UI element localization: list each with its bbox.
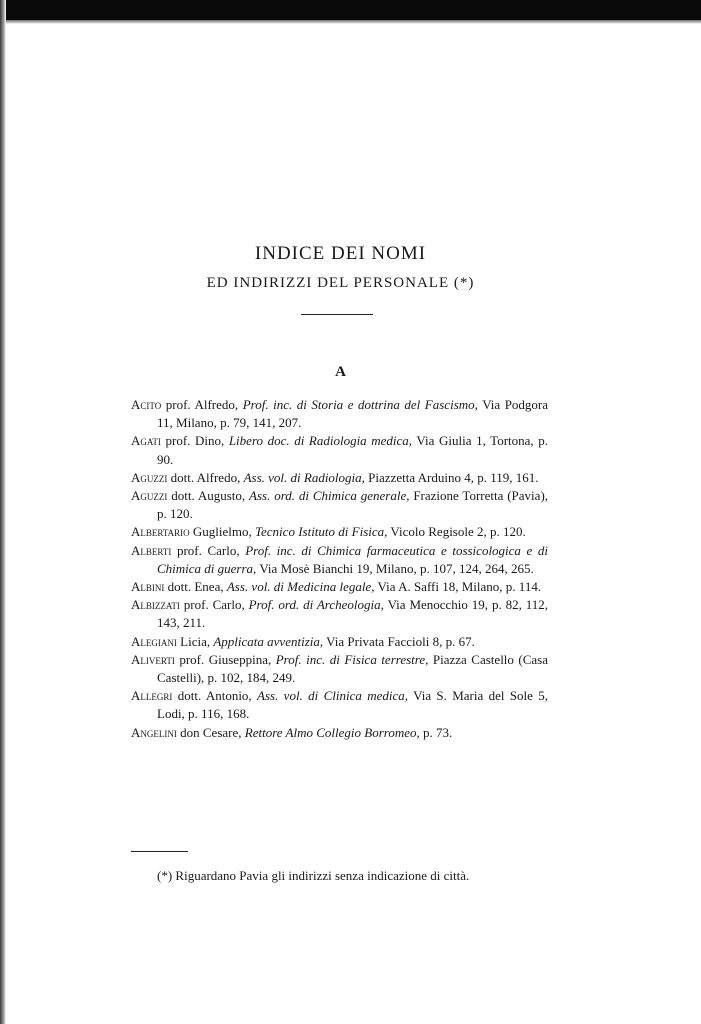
entry-details: Via Privata Faccioli 8, p. 67.: [326, 633, 475, 649]
index-entry: [131, 396, 548, 432]
entry-details: Via Podgora 11, Milano, p. 79, 141, 207.: [157, 397, 549, 431]
entry-name: Licia,: [180, 633, 211, 649]
entry-surname: Albizzati: [131, 597, 180, 613]
index-entry: [131, 523, 548, 541]
entry-name: prof. Alfredo,: [165, 397, 239, 412]
entry-details: Frazione Torretta (Pavia), p. 120.: [157, 488, 549, 522]
entry-details: Piazzetta Arduino 4, p. 119, 161.: [368, 469, 539, 485]
entry-role: Applicata avventizia,: [213, 633, 324, 649]
entry-name: dott. Antonio,: [177, 688, 252, 704]
entry-details: Via A. Saffi 18, Milano, p. 114.: [377, 579, 542, 595]
entry-surname: Aguzzi: [131, 469, 168, 485]
entry-name: prof. Giuseppina,: [179, 651, 272, 667]
entry-role: Ass. ord. di Chimica generale,: [249, 488, 410, 504]
entry-name: Guglielmo,: [192, 524, 252, 540]
scan-top-shadow: [0, 20, 701, 24]
entry-surname: Aliverti: [131, 651, 175, 667]
entry-role: Prof. inc. di Fisica terrestre,: [275, 651, 429, 667]
entry-surname: Acito: [131, 397, 162, 412]
entry-name: dott. Enea,: [167, 579, 224, 595]
entry-details: Via Menocchio 19, p. 82, 112, 143, 211.: [157, 597, 548, 631]
entry-role: Ass. vol. di Clinica medica,: [257, 688, 408, 704]
index-entry: [131, 578, 548, 596]
entry-role: Libero doc. di Radiologia medica,: [228, 433, 413, 449]
entry-surname: Alegiani: [131, 633, 177, 649]
entry-name: dott. Augusto,: [171, 488, 246, 504]
entry-surname: Alberti: [131, 542, 172, 558]
index-entry: [131, 469, 548, 487]
entry-role: Prof. inc. di Storia e dottrina del Fascismo,: [242, 397, 478, 412]
index-entry: [131, 633, 548, 651]
entry-surname: Angelini: [131, 724, 177, 740]
index-entry: [131, 687, 548, 723]
entry-details: Via Giulia 1, Tortona, p. 90.: [157, 433, 549, 467]
entry-role: Rettore Almo Collegio Borromeo,: [244, 724, 420, 740]
index-entry: [131, 487, 548, 523]
entry-name: dott. Alfredo,: [170, 469, 241, 485]
page-subtitle: ED INDIRIZZI DEL PERSONALE (*): [206, 275, 475, 291]
entry-details: Piazza Castello (Casa Castelli), p. 102, 184, 249.: [157, 651, 549, 686]
entry-details: Via Mosè Bianchi 19, Milano, p. 107, 124, 264, 265.: [259, 560, 534, 576]
entry-role: Tecnico Istituto di Fisica,: [254, 524, 388, 540]
index-entries: [131, 396, 548, 742]
entry-surname: Allegri: [131, 688, 173, 704]
entry-details: Vicolo Regisole 2, p. 120.: [390, 524, 526, 540]
scan-left-edge: [0, 0, 6, 1024]
entry-surname: Agati: [131, 433, 161, 449]
index-entry: [131, 724, 548, 742]
title-divider: [301, 314, 373, 315]
footnote-divider: [131, 851, 188, 852]
entry-surname: Aguzzi: [131, 488, 168, 504]
entry-name: prof. Carlo,: [183, 597, 245, 613]
entry-name: prof. Dino,: [165, 433, 225, 449]
entry-name: prof. Carlo,: [176, 542, 240, 558]
entry-role: Prof. inc. di Chimica farmaceutica e tossicologica e di Chimica di guerra,: [157, 542, 549, 576]
section-letter: A: [335, 364, 346, 380]
entry-surname: Albini: [131, 579, 165, 595]
index-entry: [131, 542, 548, 578]
entry-role: Prof. ord. di Archeologia,: [248, 597, 384, 613]
entry-details: p. 73.: [423, 724, 453, 740]
index-entry: [131, 596, 548, 632]
entry-name: don Cesare,: [180, 724, 242, 740]
footnote: (*) Riguardano Pavia gli indirizzi senza indicazione di città.: [157, 868, 470, 883]
entry-role: Ass. vol. di Radiologia,: [243, 469, 365, 485]
index-entry: [131, 651, 548, 687]
scan-top-border: [0, 0, 701, 20]
index-entry: [131, 432, 548, 468]
entry-role: Ass. vol. di Medicina legale,: [226, 579, 375, 595]
page-title: INDICE DEI NOMI: [254, 243, 427, 264]
entry-surname: Albertario: [131, 524, 190, 540]
entry-details: Via S. Maria del Sole 5, Lodi, p. 116, 168.: [157, 688, 549, 722]
